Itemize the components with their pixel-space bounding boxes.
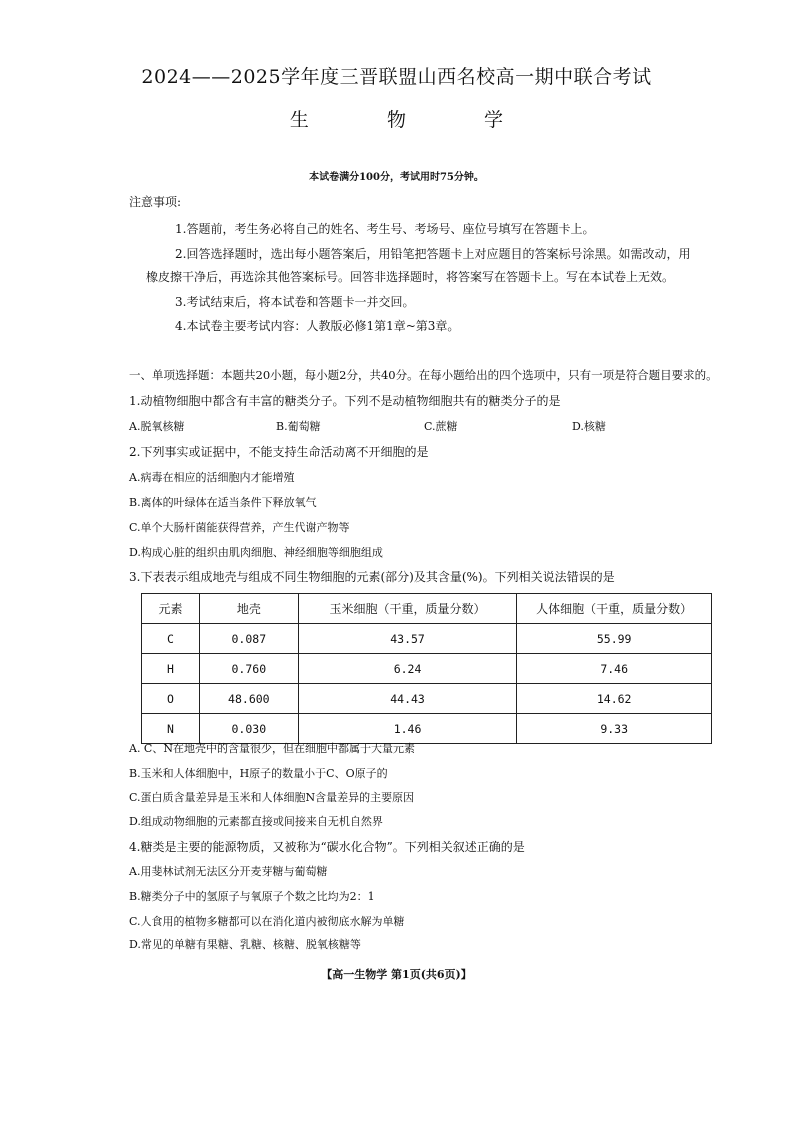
section-1-heading: 一、单项选择题：本题共20小题，每小题2分，共40分。在每小题给出的四个选项中，只有一项是符合题目要求的。 — [129, 368, 718, 382]
exam-time-note: 本试卷满分100分，考试用时75分钟。 — [309, 172, 484, 183]
table-cell: 14.62 — [517, 684, 712, 714]
subject-title — [0, 105, 793, 132]
notice-item-1: 1.答题前，考生务必将自己的姓名、考生号、考场号、座位号填写在答题卡上。 — [175, 222, 595, 236]
table-cell: 0.760 — [199, 654, 298, 684]
notice-item-4: 4.本试卷主要考试内容：人教版必修1第1章~第3章。 — [175, 319, 460, 333]
subject-char-1: 生 — [289, 109, 309, 131]
notice-item-2-line-2: 橡皮擦干净后，再选涂其他答案标号。回答非选择题时，将答案写在答题卡上。写在本试卷上无效。 — [146, 270, 675, 284]
table-header-row — [142, 594, 712, 624]
exam-title: 2024——2025学年度三晋联盟山西名校高一期中联合考试 — [141, 66, 652, 88]
table-cell: 7.46 — [517, 654, 712, 684]
q1-option-d: D.核糖 — [572, 420, 606, 433]
table-cell: 0.030 — [199, 714, 298, 744]
table-cell: 1.46 — [298, 714, 517, 744]
q2-option-b: B.离体的叶绿体在适当条件下释放氧气 — [129, 496, 317, 509]
q4-option-d: D.常见的单糖有果糖、乳糖、核糖、脱氧核糖等 — [129, 938, 361, 951]
q2-option-c: C.单个大肠杆菌能获得营养，产生代谢产物等 — [129, 521, 350, 534]
q4-stem: 4.糖类是主要的能源物质，又被称为“碳水化合物”。下列相关叙述正确的是 — [129, 840, 525, 854]
table-header-cell: 人体细胞（干重，质量分数） — [517, 594, 712, 624]
table-cell: H — [142, 654, 200, 684]
q4-option-a: A.用斐林试剂无法区分开麦芽糖与葡萄糖 — [129, 865, 328, 878]
q1-option-a: A.脱氧核糖 — [129, 420, 185, 433]
q3-option-d: D.组成动物细胞的元素都直接或间接来自无机自然界 — [129, 815, 383, 828]
table-row — [142, 714, 712, 744]
q3-option-a: A. C、N在地壳中的含量很少，但在细胞中都属于大量元素 — [129, 742, 415, 755]
page-footer: 【高一生物学 第1页(共6页)】 — [321, 968, 472, 981]
notice-item-2-line-1: 2.回答选择题时，选出每小题答案后，用铅笔把答题卡上对应题目的答案标号涂黑。如需改动，用 — [175, 247, 691, 261]
table-header-cell: 玉米细胞（干重，质量分数） — [298, 594, 517, 624]
table-cell: 0.087 — [199, 624, 298, 654]
q3-option-c: C.蛋白质含量差异是玉米和人体细胞N含量差异的主要原因 — [129, 791, 415, 804]
table-row — [142, 624, 712, 654]
q3-option-b: B.玉米和人体细胞中，H原子的数量小于C、O原子的 — [129, 767, 388, 780]
q1-option-c: C.蔗糖 — [424, 420, 458, 433]
table-cell: 44.43 — [298, 684, 517, 714]
q4-option-b: B.糖类分子中的氢原子与氧原子个数之比均为2：1 — [129, 890, 375, 903]
table-cell: 55.99 — [517, 624, 712, 654]
notice-item-3: 3.考试结束后，将本试卷和答题卡一并交回。 — [175, 295, 415, 309]
element-content-table — [141, 593, 712, 744]
subject-char-2: 物 — [386, 109, 406, 131]
table-cell: 9.33 — [517, 714, 712, 744]
table-row — [142, 654, 712, 684]
q2-option-a: A.病毒在相应的活细胞内才能增殖 — [129, 471, 295, 484]
q1-stem: 1.动植物细胞中都含有丰富的糖类分子。下列不是动植物细胞共有的糖类分子的是 — [129, 394, 561, 408]
q4-option-c: C.人食用的植物多糖都可以在消化道内被彻底水解为单糖 — [129, 915, 405, 928]
table-cell: N — [142, 714, 200, 744]
q2-option-d: D.构成心脏的组织由肌肉细胞、神经细胞等细胞组成 — [129, 546, 383, 559]
table-cell: O — [142, 684, 200, 714]
q2-stem: 2.下列事实或证据中，不能支持生命活动离不开细胞的是 — [129, 445, 429, 459]
table-cell: 43.57 — [298, 624, 517, 654]
table-cell: C — [142, 624, 200, 654]
table-header-cell: 地壳 — [199, 594, 298, 624]
notices-heading: 注意事项: — [129, 195, 182, 209]
q1-option-b: B.葡萄糖 — [276, 420, 321, 433]
table-cell: 6.24 — [298, 654, 517, 684]
q3-stem: 3.下表表示组成地壳与组成不同生物细胞的元素(部分)及其含量(%)。下列相关说法错误的是 — [129, 570, 615, 584]
table-cell: 48.600 — [199, 684, 298, 714]
table-row — [142, 684, 712, 714]
table-header-cell: 元素 — [142, 594, 200, 624]
subject-char-3: 学 — [484, 109, 504, 131]
